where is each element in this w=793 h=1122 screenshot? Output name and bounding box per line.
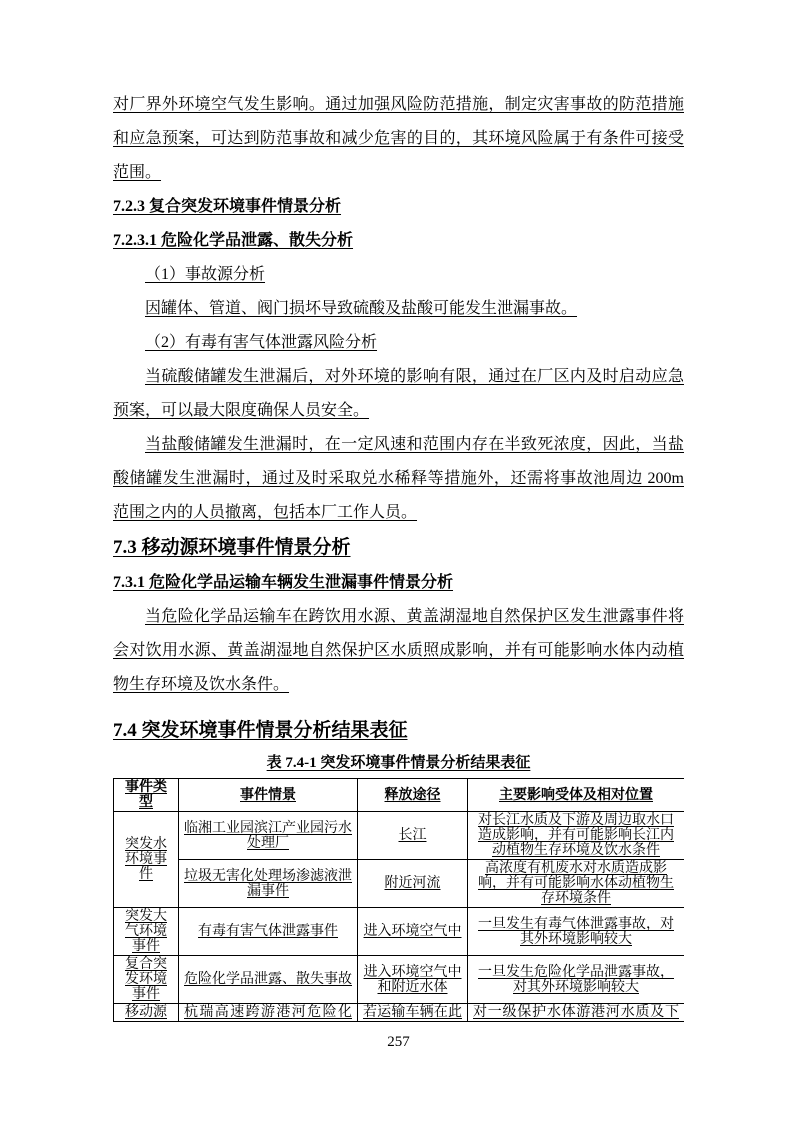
column-header-main-impact: 主要影响受体及相对位置: [468, 779, 685, 812]
results-table-container: [113, 778, 684, 1022]
table-row: [114, 860, 685, 908]
cell-pathway: 附近河流: [358, 860, 468, 908]
cell-impact: 对长江水质及下游及周边取水口造成影响，并有可能影响长江内动植物生存环境及饮水条件: [468, 812, 685, 860]
results-table: [113, 778, 684, 1022]
page-content: [113, 0, 684, 1052]
column-header-release-pathway: 释放途径: [358, 779, 468, 812]
cell-scenario: 有毒有害气体泄露事件: [179, 908, 358, 956]
table-row: [114, 812, 685, 860]
cell-scenario: 垃圾无害化处理场渗滤液泄漏事件: [179, 860, 358, 908]
cell-pathway: 进入环境空气中: [358, 908, 468, 956]
heading-7-3-1: 7.3.1 危险化学品运输车辆发生泄漏事件情景分析: [113, 574, 454, 591]
paragraph-tank-leak: 因罐体、管道、阀门损坏导致硫酸及盐酸可能发生泄漏事故。: [145, 300, 578, 317]
row-group-air-event: 突发大气环境事件: [114, 908, 179, 956]
row-group-mobile-source: 移动源: [114, 1004, 179, 1022]
cell-impact: 对一级保护水体游港河水质及下: [468, 1004, 685, 1022]
row-group-composite-event: 复合突发环境事件: [114, 956, 179, 1004]
cell-impact: 高浓度有机废水对水质造成影响，并有可能影响水体动植物生存环境条件: [468, 860, 685, 908]
table-row-truncated: [114, 1004, 685, 1022]
cell-pathway: 进入环境空气中和附近水体: [358, 956, 468, 1004]
cell-impact: 一旦发生有毒气体泄露事故，对其外环境影响较大: [468, 908, 685, 956]
paragraph-item-1-accident-source: （1）事故源分析: [145, 266, 266, 283]
cell-impact: 一旦发生危险化学品泄露事故，对其外环境影响较大: [468, 956, 685, 1004]
row-group-water-event: 突发水环境事件: [114, 812, 179, 908]
cell-scenario: 杭瑞高速跨游港河危险化: [179, 1004, 358, 1022]
table-row: [114, 908, 685, 956]
cell-scenario: 危险化学品泄露、散失事故: [179, 956, 358, 1004]
cell-pathway: 长江: [358, 812, 468, 860]
column-header-event-type: 事件类型: [114, 779, 179, 812]
paragraph-sulfuric-acid: 当硫酸储罐发生泄漏后，对外环境的影响有限，通过在厂区内及时启动应急预案，可以最大限度确保人员安全。: [113, 368, 684, 419]
paragraph-transport-leak: 当危险化学品运输车在跨饮用水源、黄盖湖湿地自然保护区发生泄露事件将会对饮用水源、黄盖湖湿地自然保护区水质照成影响，并有可能影响水体内动植物生存环境及饮水条件。: [113, 608, 684, 693]
paragraph-hydrochloric-acid: 当盐酸储罐发生泄漏时，在一定风速和范围内存在半致死浓度，因此，当盐酸储罐发生泄漏时，通过及时采取兑水稀释等措施外，还需将事故池周边 200m 范围之内的人员撤离，包括本厂工作人员。: [113, 436, 684, 521]
table-caption: 表 7.4-1 突发环境事件情景分析结果表征: [266, 755, 531, 771]
column-header-event-scenario: 事件情景: [179, 779, 358, 812]
table-row: [114, 956, 685, 1004]
page-number: 257: [387, 1034, 410, 1050]
heading-7-2-3-1: 7.2.3.1 危险化学品泄露、散失分析: [113, 232, 354, 249]
heading-7-2-3: 7.2.3 复合突发环境事件情景分析: [113, 198, 342, 215]
table-header-row: [114, 779, 685, 812]
cell-scenario: 临湘工业园滨江产业园污水处理厂: [179, 812, 358, 860]
paragraph-risk-acceptance: 对厂界外环境空气发生影响。通过加强风险防范措施，制定灾害事故的防范措施和应急预案，可达到防范事故和减少危害的目的，其环境风险属于有条件可接受范围。: [113, 96, 684, 181]
paragraph-item-2-toxic-gas: （2）有毒有害气体泄露风险分析: [145, 334, 378, 351]
cell-pathway: 若运输车辆在此: [358, 1004, 468, 1022]
heading-7-4: 7.4 突发环境事件情景分析结果表征: [113, 720, 408, 741]
heading-7-3: 7.3 移动源环境事件情景分析: [113, 537, 351, 558]
